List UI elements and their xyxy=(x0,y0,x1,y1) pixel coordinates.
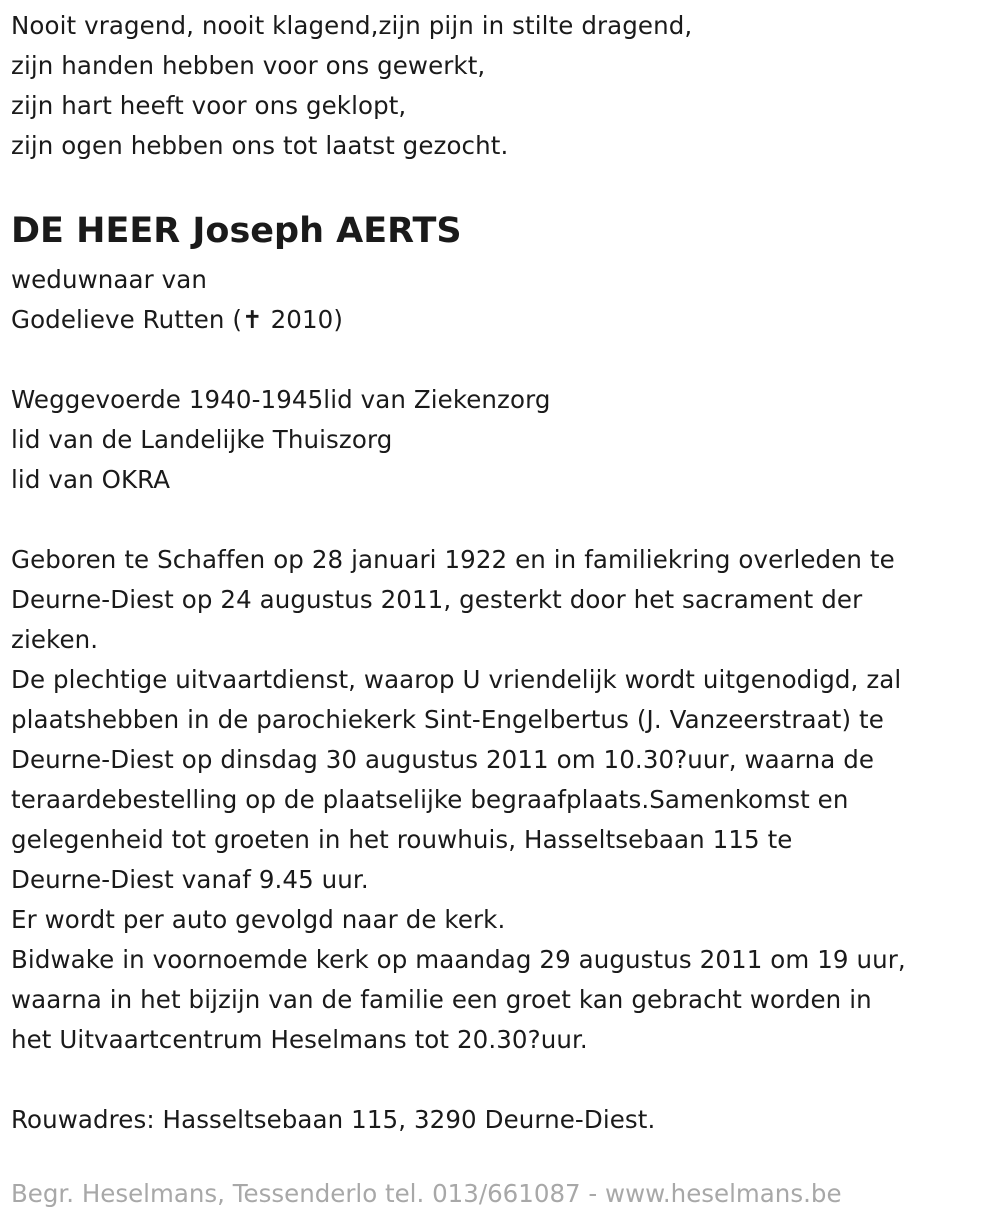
poem-line: Nooit vragend, nooit klagend,zijn pijn in stilte dragend, xyxy=(11,11,693,40)
body-line: Bidwake in voornoemde kerk op maandag 29 augustus 2011 om 19 uur, xyxy=(11,945,906,974)
body-line: plaatshebben in de parochiekerk Sint-Engelbertus (J. Vanzeerstraat) te xyxy=(11,705,884,734)
deceased-name: DE HEER Joseph AERTS xyxy=(11,211,462,251)
body-line: De plechtige uitvaartdienst, waarop U vriendelijk wordt uitgenodigd, zal xyxy=(11,665,902,694)
poem-line: zijn handen hebben voor ons gewerkt, xyxy=(11,51,486,80)
relation-text: weduwnaar van xyxy=(11,265,207,294)
mourning-address: Rouwadres: Hasseltsebaan 115, 3290 Deurne-Diest. xyxy=(11,1105,656,1134)
body-line: Deurne-Diest vanaf 9.45 uur. xyxy=(11,865,369,894)
membership-line: lid van OKRA xyxy=(11,465,171,494)
membership-line: Weggevoerde 1940-1945lid van Ziekenzorg xyxy=(11,385,551,414)
notice-body xyxy=(11,540,991,1060)
memberships xyxy=(11,380,991,500)
poem xyxy=(11,6,991,166)
body-line: Geboren te Schaffen op 28 januari 1922 en in familiekring overleden te xyxy=(11,545,895,574)
funeral-home-footer: Begr. Heselmans, Tessenderlo tel. 013/661087 - www.heselmans.be xyxy=(11,1179,842,1208)
body-line: Deurne-Diest op dinsdag 30 augustus 2011 om 10.30?uur, waarna de xyxy=(11,745,875,774)
body-line: Er wordt per auto gevolgd naar de kerk. xyxy=(11,905,506,934)
spacer xyxy=(11,1060,991,1100)
body-line: teraardebestelling op de plaatselijke begraafplaats.Samenkomst en xyxy=(11,785,849,814)
poem-line: zijn ogen hebben ons tot laatst gezocht. xyxy=(11,131,509,160)
membership-line: lid van de Landelijke Thuiszorg xyxy=(11,425,393,454)
body-line: Deurne-Diest op 24 augustus 2011, gesterkt door het sacrament der xyxy=(11,585,863,614)
obituary-notice xyxy=(11,0,991,1140)
poem-line: zijn hart heeft voor ons geklopt, xyxy=(11,91,407,120)
body-line: zieken. xyxy=(11,625,99,654)
body-line: het Uitvaartcentrum Heselmans tot 20.30?uur. xyxy=(11,1025,588,1054)
body-line: gelegenheid tot groeten in het rouwhuis, Hasseltsebaan 115 te xyxy=(11,825,793,854)
spacer xyxy=(11,340,991,380)
spouse-text: Godelieve Rutten (✝ 2010) xyxy=(11,305,343,334)
spacer xyxy=(11,500,991,540)
body-line: waarna in het bijzijn van de familie een groet kan gebracht worden in xyxy=(11,985,872,1014)
